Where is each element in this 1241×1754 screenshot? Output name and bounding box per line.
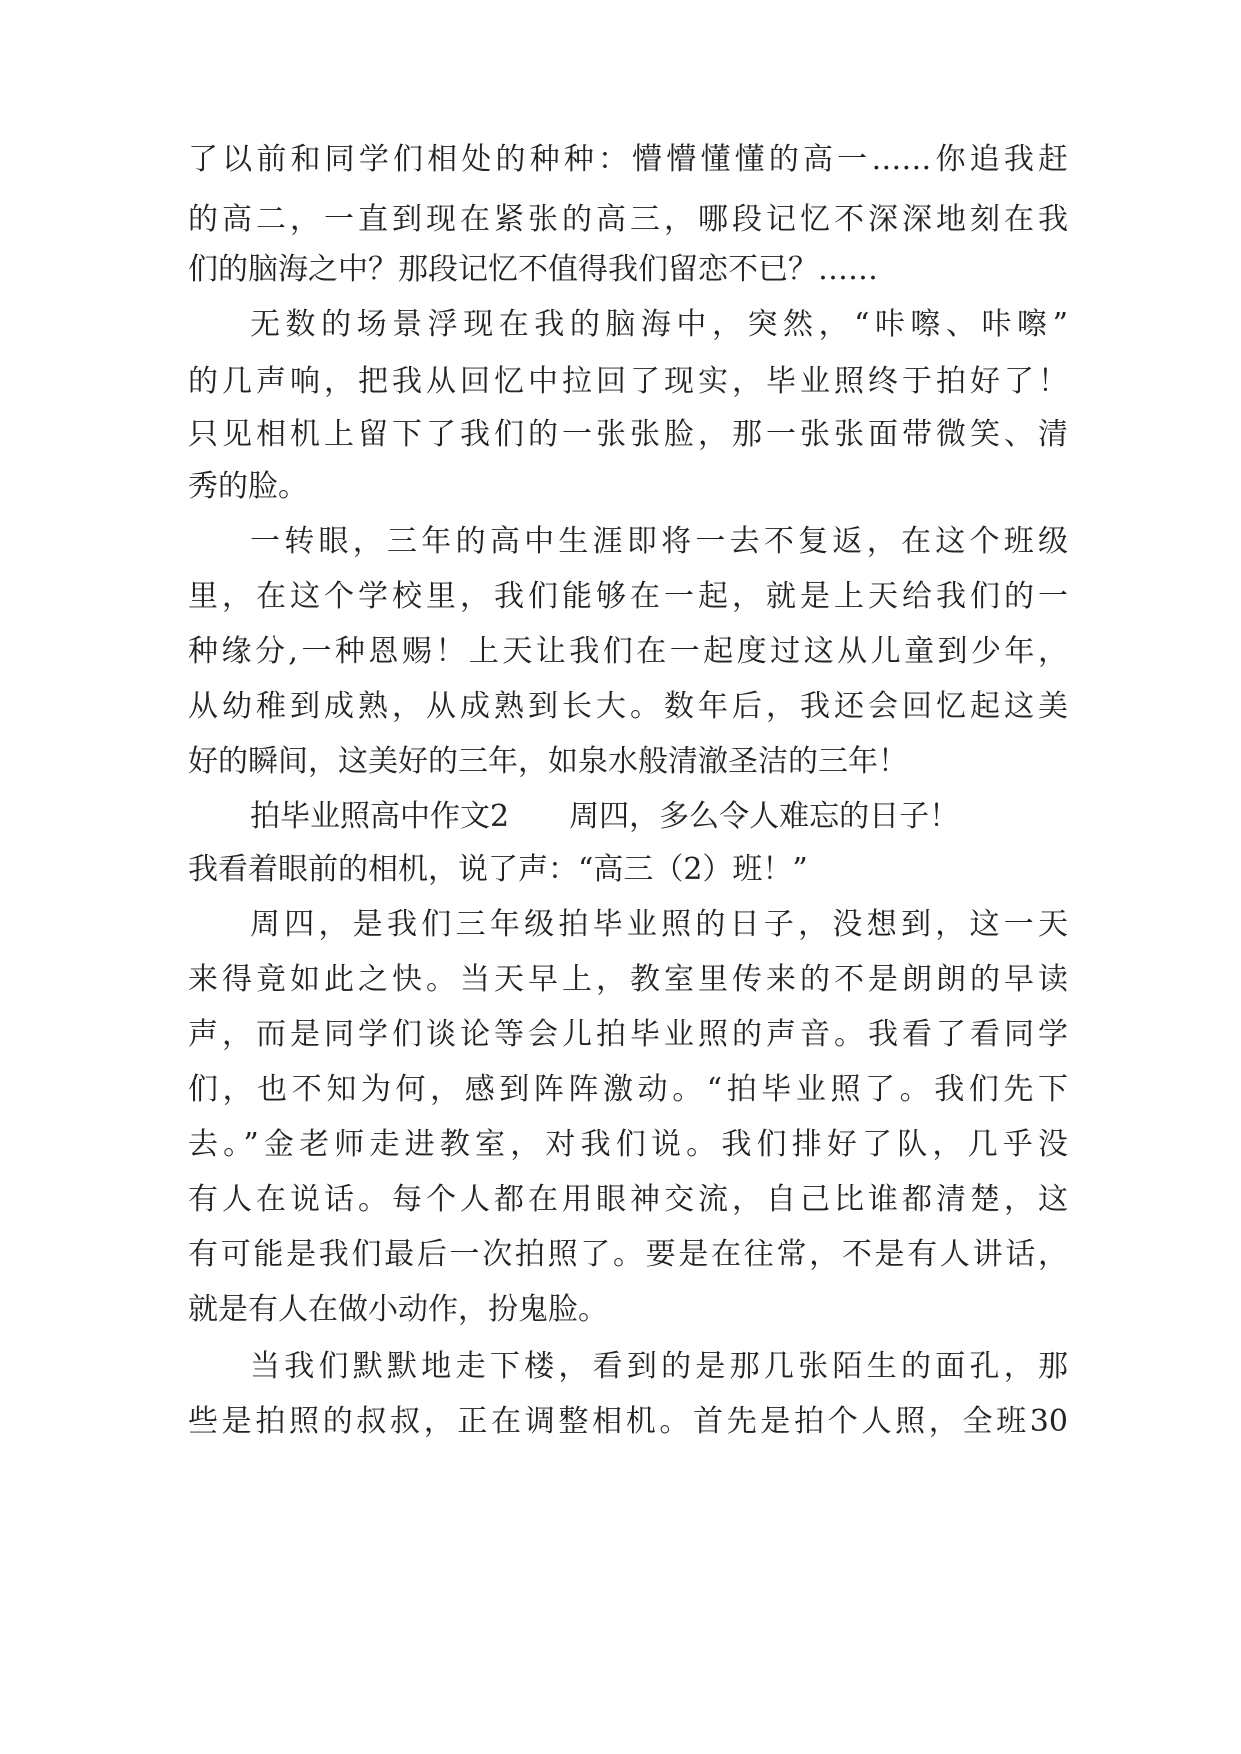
section-heading-line: 拍毕业照高中作文2 周四，多么令人难忘的日子！	[250, 799, 960, 834]
text-line: 只见相机上留下了我们的一张张脸，那一张张面带微笑、清	[188, 417, 1068, 452]
text-line: 里，在这个学校里，我们能够在一起，就是上天给我们的一	[188, 579, 1068, 614]
text-line: 些是拍照的叔叔，正在调整相机。首先是拍个人照，全班30	[188, 1404, 1068, 1439]
text-line: 一转眼，三年的高中生涯即将一去不复返，在这个班级	[250, 524, 1068, 559]
text-line: 无数的场景浮现在我的脑海中，突然，“咔嚓、咔嚓”	[250, 307, 1068, 342]
text-line: 声，而是同学们谈论等会儿拍毕业照的声音。我看了看同学	[188, 1017, 1068, 1052]
text-line: 从幼稚到成熟，从成熟到长大。数年后，我还会回忆起这美	[188, 689, 1068, 724]
text-line: 有可能是我们最后一次拍照了。要是在往常，不是有人讲话，	[188, 1237, 1068, 1272]
text-line: 种缘分,一种恩赐！上天让我们在一起度过这从儿童到少年，	[188, 634, 1068, 669]
text-line: 我看着眼前的相机，说了声：“高三（2）班！”	[188, 852, 808, 887]
text-line: 去。”金老师走进教室，对我们说。我们排好了队，几乎没	[188, 1127, 1068, 1162]
text-line: 了以前和同学们相处的种种：懵懵懂懂的高一……你追我赶	[188, 142, 1068, 177]
text-line: 们，也不知为何，感到阵阵激动。“拍毕业照了。我们先下	[188, 1072, 1068, 1107]
text-line: 周四，是我们三年级拍毕业照的日子，没想到，这一天	[250, 907, 1068, 942]
text-line: 的几声响，把我从回忆中拉回了现实，毕业照终于拍好了！	[188, 364, 1068, 399]
text-line: 当我们默默地走下楼，看到的是那几张陌生的面孔，那	[250, 1349, 1068, 1384]
text-line: 的高二，一直到现在紧张的高三，哪段记忆不深深地刻在我	[188, 202, 1068, 237]
text-line: 秀的脸。	[188, 469, 308, 504]
text-line: 们的脑海之中？那段记忆不值得我们留恋不已？……	[188, 252, 878, 287]
text-line: 好的瞬间，这美好的三年，如泉水般清澈圣洁的三年！	[188, 744, 908, 779]
text-line: 就是有人在做小动作，扮鬼脸。	[188, 1292, 608, 1327]
text-line: 有人在说话。每个人都在用眼神交流，自己比谁都清楚，这	[188, 1182, 1068, 1217]
text-line: 来得竟如此之快。当天早上，教室里传来的不是朗朗的早读	[188, 962, 1068, 997]
